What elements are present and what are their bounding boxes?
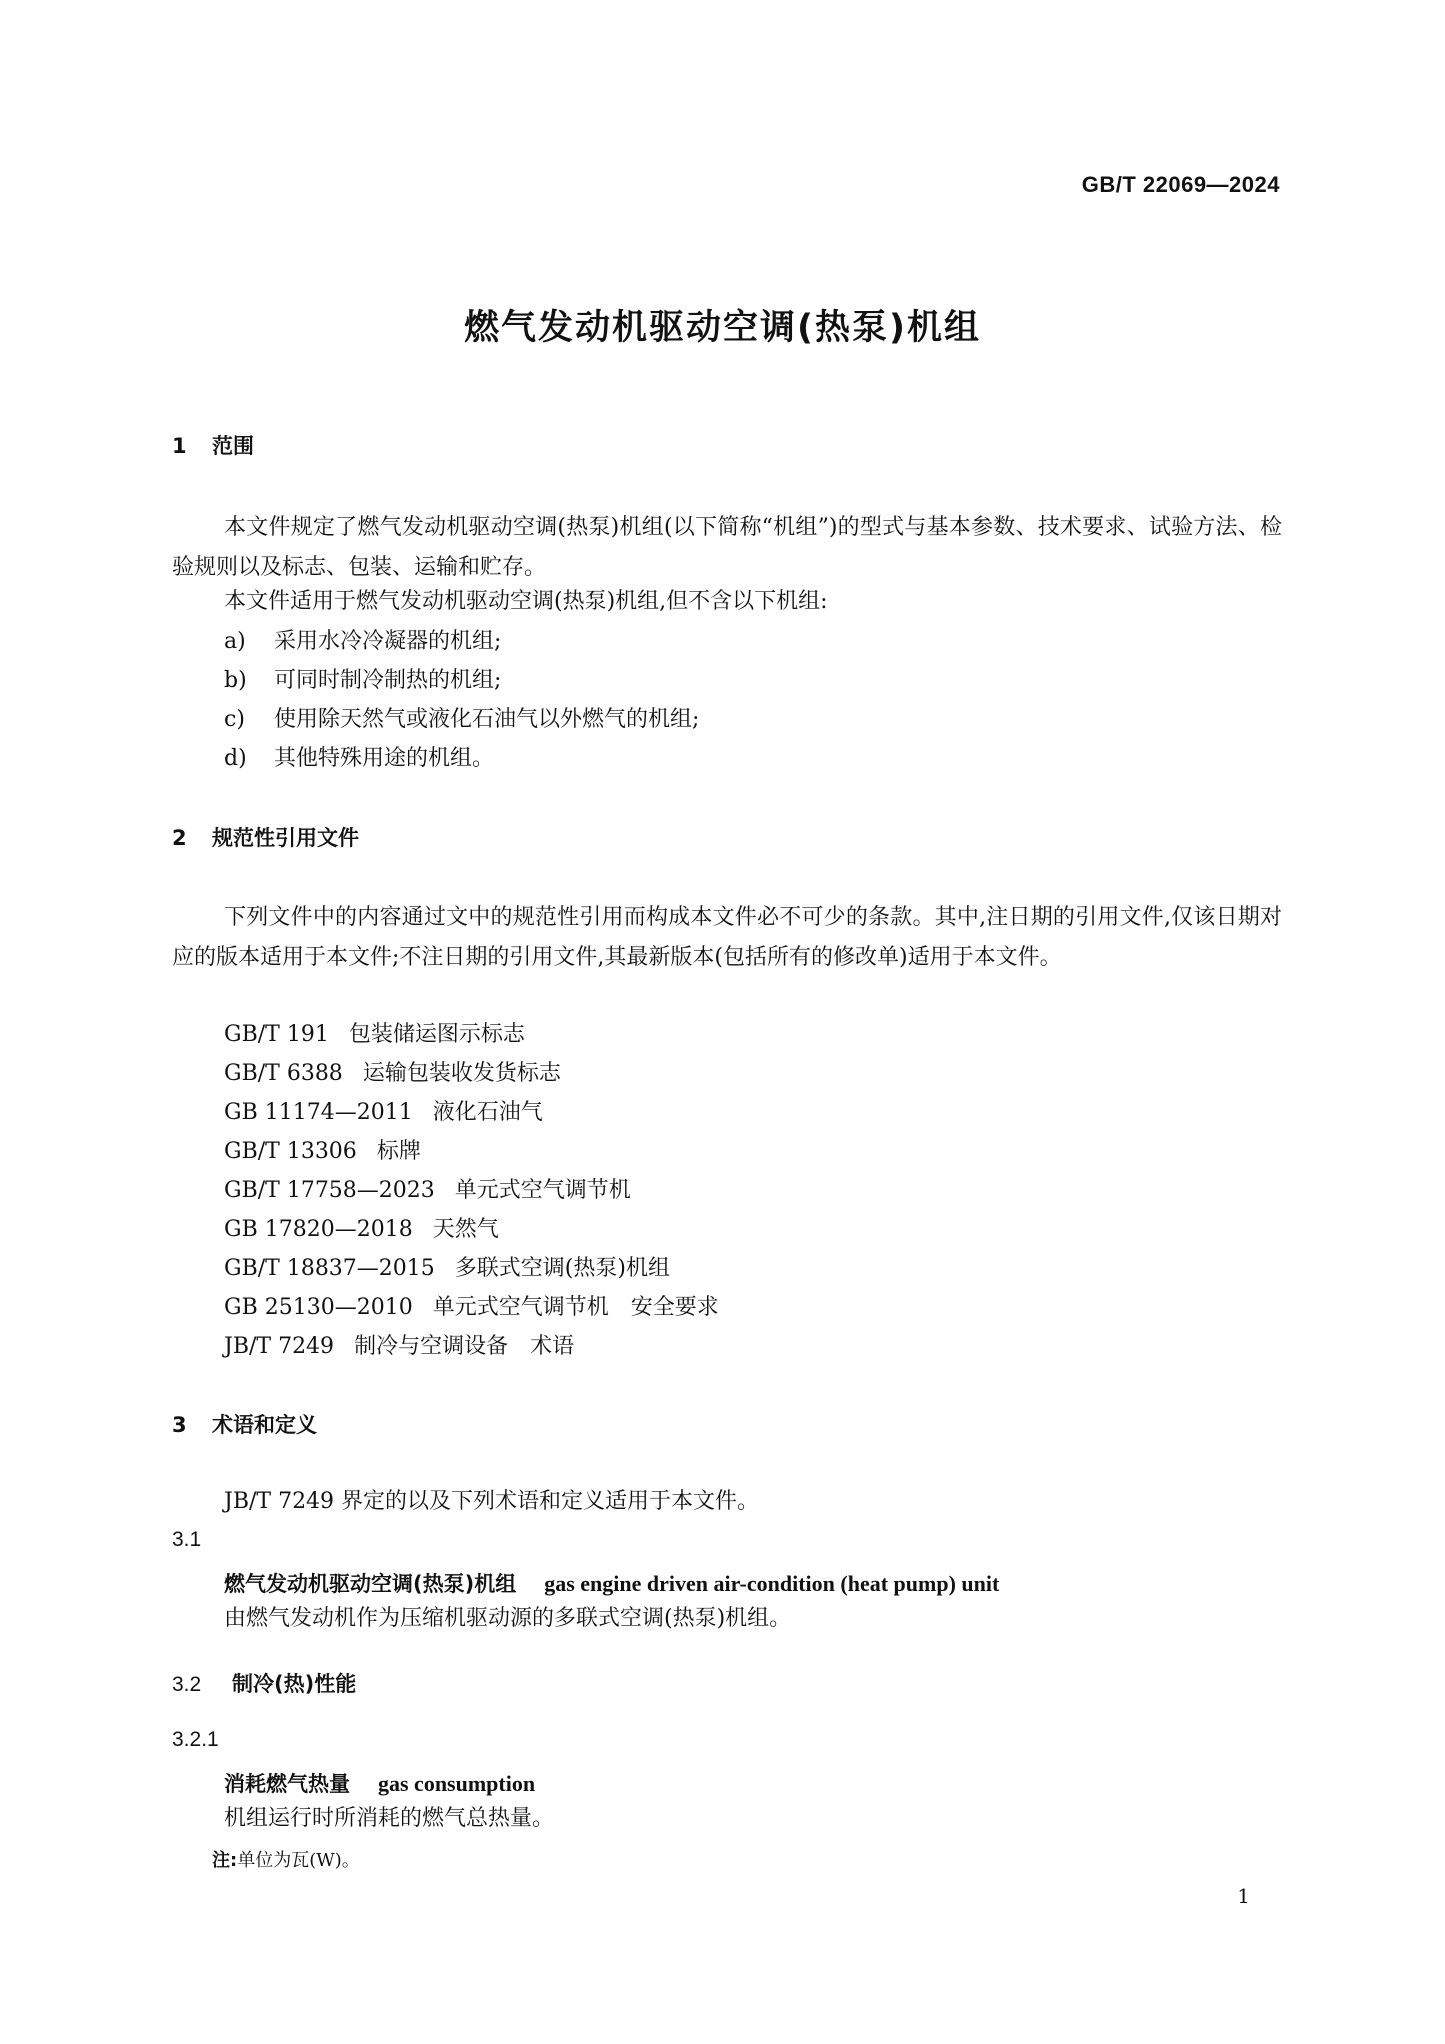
standard-code: GB/T 22069—2024 [1081,172,1280,197]
reference-item [224,1332,574,1362]
reference-title: 包装储运图示标志 [348,1022,525,1047]
section-title: 术语和定义 [212,1413,317,1437]
section-title: 规范性引用文件 [212,826,359,850]
reference-title: 制冷与空调设备 术语 [354,1334,575,1359]
section-number: 2 [172,826,187,850]
section-heading-3 [172,1409,317,1439]
list-item [224,666,501,696]
paragraph-scope: 本文件规定了燃气发动机驱动空调(热泵)机组(以下简称“机组”)的型式与基本参数、技术要求、试验方法、检验规则以及标志、包装、运输和贮存。 [172,515,1282,580]
page-number: 1 [1237,1884,1250,1908]
term-en: gas engine driven air-condition (heat pump) unit [544,1571,1000,1596]
reference-item [224,1098,543,1128]
reference-item [224,1176,631,1206]
list-item-text: 采用水冷冷凝器的机组; [274,629,502,654]
reference-item [224,1020,525,1050]
list-item-text: 使用除天然气或液化石油气以外燃气的机组; [274,707,700,732]
clause-title: 制冷(热)性能 [232,1672,357,1696]
clause-number: 3.2 [172,1673,202,1696]
list-item [224,744,494,774]
section-heading-1 [172,430,254,460]
clause-number-3-1: 3.1 [172,1528,202,1551]
reference-code: GB/T 17758—2023 [224,1178,435,1203]
section-title: 范围 [212,434,254,458]
list-item-text: 其他特殊用途的机组。 [274,746,495,771]
list-item-label: d) [224,746,247,771]
list-item [224,705,699,735]
reference-code: GB/T 18837—2015 [224,1256,435,1281]
reference-item [224,1215,499,1245]
reference-item [224,1137,421,1167]
clause-number-3-2-1: 3.2.1 [172,1728,219,1751]
reference-item [224,1254,670,1284]
term-zh: 燃气发动机驱动空调(热泵)机组 [224,1572,517,1596]
term-definition: 由燃气发动机作为压缩机驱动源的多联式空调(热泵)机组。 [224,1606,792,1631]
reference-title: 运输包装收发货标志 [362,1061,561,1086]
reference-code: GB/T 191 [224,1022,329,1047]
reference-code: GB 11174—2011 [224,1100,413,1125]
reference-title: 单元式空气调节机 安全要求 [432,1295,719,1320]
clause-heading-3-2 [172,1668,356,1698]
reference-title: 天然气 [432,1217,499,1242]
list-item-label: a) [224,629,246,654]
note-text: 单位为瓦(W)。 [237,1850,360,1871]
reference-code: GB/T 6388 [224,1061,343,1086]
reference-code: GB 17820—2018 [224,1217,413,1242]
list-item-label: b) [224,668,247,693]
reference-title: 多联式空调(热泵)机组 [454,1256,670,1281]
reference-code: GB/T 13306 [224,1139,357,1164]
reference-item [224,1293,719,1323]
note [212,1846,360,1872]
paragraph-normative-refs: 下列文件中的内容通过文中的规范性引用而构成本文件必不可少的条款。其中,注日期的引用文件,仅该日期对应的版本适用于本文件;不注日期的引用文件,其最新版本(包括所有的修改单)适用于本文件。 [172,905,1282,970]
reference-item [224,1059,561,1089]
section-number: 1 [172,434,187,458]
reference-title: 标牌 [376,1139,421,1164]
section-heading-2 [172,822,359,852]
term-zh: 消耗燃气热量 [224,1772,350,1796]
term-entry [224,1568,999,1598]
term-en: gas consumption [378,1771,536,1796]
term-definition: 机组运行时所消耗的燃气总热量。 [224,1806,555,1831]
document-title: 燃气发动机驱动空调(热泵)机组 [464,308,981,348]
term-entry [224,1768,535,1798]
list-item-label: c) [224,707,245,732]
reference-code: GB 25130—2010 [224,1295,413,1320]
paragraph-terms-intro: JB/T 7249 界定的以及下列术语和定义适用于本文件。 [224,1489,760,1514]
reference-code: JB/T 7249 [224,1334,335,1359]
note-label: 注: [212,1850,238,1871]
list-item-text: 可同时制冷制热的机组; [274,668,502,693]
paragraph-applicability: 本文件适用于燃气发动机驱动空调(热泵)机组,但不含以下机组: [224,589,828,614]
list-item [224,627,501,657]
reference-title: 单元式空气调节机 [454,1178,631,1203]
section-number: 3 [172,1413,187,1437]
reference-title: 液化石油气 [432,1100,543,1125]
